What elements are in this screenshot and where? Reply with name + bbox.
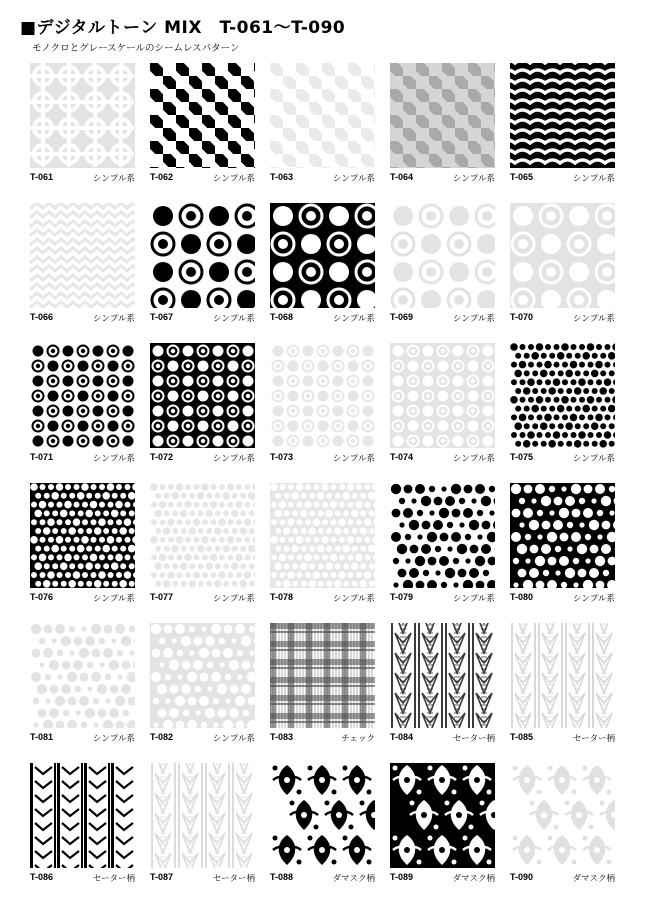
swatch-card bbox=[510, 623, 615, 745]
swatch-code: T-079 bbox=[390, 592, 414, 602]
swatch-category: シンプル系 bbox=[93, 593, 135, 603]
swatch-code: T-064 bbox=[390, 172, 414, 182]
swatch-card bbox=[510, 203, 615, 325]
swatch-card bbox=[30, 63, 135, 185]
swatch-card bbox=[390, 483, 495, 605]
swatch-code: T-076 bbox=[30, 592, 54, 602]
swatch-code: T-083 bbox=[270, 732, 294, 742]
pattern-swatch bbox=[30, 763, 135, 868]
swatch-category: シンプル系 bbox=[453, 313, 495, 323]
swatch-category: シンプル系 bbox=[333, 313, 375, 323]
pattern-swatch bbox=[270, 763, 375, 868]
swatch-category: シンプル系 bbox=[573, 593, 615, 603]
swatch-category: シンプル系 bbox=[93, 173, 135, 183]
pattern-swatch bbox=[510, 343, 615, 448]
swatch-category: シンプル系 bbox=[213, 593, 255, 603]
swatch-card bbox=[150, 63, 255, 185]
swatch-code: T-068 bbox=[270, 312, 294, 322]
swatch-code: T-078 bbox=[270, 592, 294, 602]
swatch-card bbox=[510, 343, 615, 465]
swatch-card bbox=[270, 63, 375, 185]
swatch-code: T-069 bbox=[390, 312, 414, 322]
swatch-category: シンプル系 bbox=[573, 453, 615, 463]
pattern-swatch bbox=[30, 203, 135, 308]
pattern-swatch bbox=[510, 63, 615, 168]
swatch-code: T-071 bbox=[30, 452, 54, 462]
pattern-swatch bbox=[30, 343, 135, 448]
swatch-code: T-061 bbox=[30, 172, 54, 182]
swatch-category: シンプル系 bbox=[573, 173, 615, 183]
swatch-card bbox=[150, 203, 255, 325]
swatch-code: T-074 bbox=[390, 452, 414, 462]
pattern-swatch bbox=[510, 483, 615, 588]
swatch-category: ダマスク柄 bbox=[332, 873, 375, 883]
swatch-card bbox=[390, 343, 495, 465]
swatch-code: T-085 bbox=[510, 732, 534, 742]
pattern-swatch bbox=[390, 203, 495, 308]
swatch-card bbox=[510, 483, 615, 605]
swatch-code: T-067 bbox=[150, 312, 174, 322]
swatch-category: シンプル系 bbox=[333, 453, 375, 463]
swatch-code: T-080 bbox=[510, 592, 534, 602]
pattern-swatch bbox=[30, 63, 135, 168]
pattern-swatch bbox=[270, 623, 375, 728]
swatch-code: T-081 bbox=[30, 732, 54, 742]
swatch-card bbox=[150, 763, 255, 885]
swatch-category: セーター柄 bbox=[92, 873, 135, 883]
pattern-swatch bbox=[150, 763, 255, 868]
swatch-code: T-082 bbox=[150, 732, 174, 742]
swatch-card bbox=[390, 763, 495, 885]
pattern-swatch bbox=[150, 623, 255, 728]
page-subtitle: モノクロとグレースケールのシームレスパターン bbox=[32, 43, 240, 54]
page-title: ■デジタルトーン MIX T-061～T-090 bbox=[20, 18, 346, 38]
swatch-card bbox=[510, 63, 615, 185]
pattern-swatch bbox=[510, 623, 615, 728]
page-header bbox=[20, 18, 345, 54]
pattern-swatch bbox=[390, 763, 495, 868]
pattern-swatch bbox=[390, 343, 495, 448]
swatch-category: シンプル系 bbox=[453, 593, 495, 603]
swatch-card bbox=[270, 343, 375, 465]
swatch-category: セーター柄 bbox=[572, 733, 615, 743]
pattern-swatch bbox=[150, 343, 255, 448]
swatch-code: T-070 bbox=[510, 312, 534, 322]
swatch-code: T-066 bbox=[30, 312, 54, 322]
swatch-code: T-090 bbox=[510, 872, 534, 882]
pattern-swatch bbox=[510, 203, 615, 308]
swatch-code: T-089 bbox=[390, 872, 414, 882]
swatch-category: セーター柄 bbox=[452, 733, 495, 743]
pattern-swatch bbox=[390, 623, 495, 728]
pattern-swatch bbox=[270, 483, 375, 588]
swatch-card bbox=[150, 483, 255, 605]
swatch-code: T-077 bbox=[150, 592, 174, 602]
swatch-category: シンプル系 bbox=[333, 173, 375, 183]
swatch-code: T-086 bbox=[30, 872, 54, 882]
pattern-swatch bbox=[30, 483, 135, 588]
pattern-swatch bbox=[150, 63, 255, 168]
swatch-card bbox=[510, 763, 615, 885]
swatch-code: T-073 bbox=[270, 452, 294, 462]
swatch-card bbox=[30, 203, 135, 325]
swatch-card bbox=[30, 343, 135, 465]
swatch-card bbox=[270, 763, 375, 885]
swatch-card bbox=[270, 203, 375, 325]
swatch-category: セーター柄 bbox=[212, 873, 255, 883]
swatch-card bbox=[270, 623, 375, 745]
pattern-swatch bbox=[270, 343, 375, 448]
pattern-swatch bbox=[30, 623, 135, 728]
swatch-code: T-088 bbox=[270, 872, 294, 882]
swatch-code: T-087 bbox=[150, 872, 174, 882]
swatch-code: T-062 bbox=[150, 172, 174, 182]
swatch-category: ダマスク柄 bbox=[572, 873, 615, 883]
swatch-category: シンプル系 bbox=[333, 593, 375, 603]
swatch-category: シンプル系 bbox=[453, 453, 495, 463]
pattern-swatch bbox=[150, 203, 255, 308]
swatch-category: シンプル系 bbox=[213, 173, 255, 183]
pattern-swatch bbox=[510, 763, 615, 868]
swatch-code: T-072 bbox=[150, 452, 174, 462]
pattern-swatch bbox=[390, 483, 495, 588]
swatch-card bbox=[150, 343, 255, 465]
swatch-code: T-065 bbox=[510, 172, 534, 182]
pattern-swatch bbox=[150, 483, 255, 588]
pattern-swatch bbox=[270, 63, 375, 168]
swatch-category: ダマスク柄 bbox=[452, 873, 495, 883]
swatch-category: シンプル系 bbox=[93, 313, 135, 323]
swatch-card bbox=[30, 763, 135, 885]
swatch-card bbox=[30, 483, 135, 605]
swatch-category: シンプル系 bbox=[213, 313, 255, 323]
swatch-card bbox=[150, 623, 255, 745]
swatch-card bbox=[390, 623, 495, 745]
swatch-category: シンプル系 bbox=[213, 733, 255, 743]
swatch-category: シンプル系 bbox=[213, 453, 255, 463]
swatch-category: チェック bbox=[341, 733, 375, 743]
swatch-code: T-084 bbox=[390, 732, 414, 742]
pattern-swatch bbox=[270, 203, 375, 308]
swatch-code: T-063 bbox=[270, 172, 294, 182]
swatch-card bbox=[390, 203, 495, 325]
swatch-card bbox=[390, 63, 495, 185]
swatch-card bbox=[30, 623, 135, 745]
swatch-category: シンプル系 bbox=[453, 173, 495, 183]
swatch-category: シンプル系 bbox=[93, 453, 135, 463]
swatch-code: T-075 bbox=[510, 452, 534, 462]
swatch-card bbox=[270, 483, 375, 605]
swatch-category: シンプル系 bbox=[93, 733, 135, 743]
pattern-swatch bbox=[390, 63, 495, 168]
swatch-category: シンプル系 bbox=[573, 313, 615, 323]
